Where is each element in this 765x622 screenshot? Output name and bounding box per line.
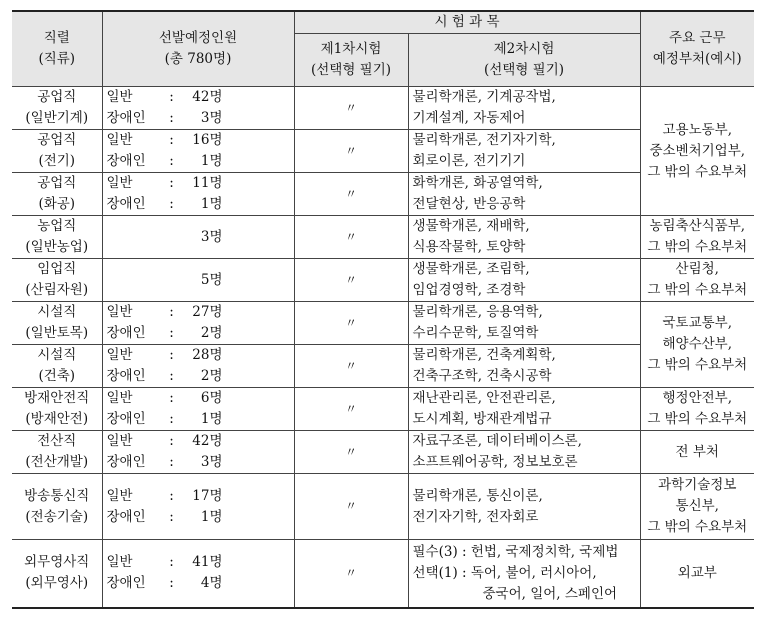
ditto-mark: 〃: [294, 216, 408, 259]
ditto-mark: 〃: [294, 431, 408, 474]
second-exam-subjects: 물리학개론, 응용역학, 수리수문학, 토질역학: [408, 302, 640, 345]
selection-cell: 3명: [102, 216, 294, 259]
selection-cell: 일반 : 28명 장애인 : 2명: [102, 345, 294, 388]
department-cell: 행정안전부, 그 밖의 수요부처: [640, 388, 754, 431]
selection-cell: 일반 : 27명 장애인 : 2명: [102, 302, 294, 345]
selection-cell: 일반 : 42명 장애인 : 3명: [102, 431, 294, 474]
header-job-series: 직렬 (직류): [12, 11, 102, 87]
selection-cell: 일반 : 6명 장애인 : 1명: [102, 388, 294, 431]
second-exam-subjects: 물리학개론, 통신이론, 전기자기학, 전자회로: [408, 474, 640, 540]
table-row: [12, 474, 754, 540]
second-exam-subjects: 물리학개론, 건축계획학, 건축구조학, 건축시공학: [408, 345, 640, 388]
second-exam-subjects: 자료구조론, 데이터베이스론, 소프트웨어공학, 정보보호론: [408, 431, 640, 474]
selection-cell: 일반 : 17명 장애인 : 1명: [102, 474, 294, 540]
ditto-mark: 〃: [294, 302, 408, 345]
ditto-mark: 〃: [294, 388, 408, 431]
department-cell: 농림축산식품부, 그 밖의 수요부처: [640, 216, 754, 259]
job-series-cell: 농업직 (일반농업): [12, 216, 102, 259]
ditto-mark: 〃: [294, 540, 408, 608]
table-row: [12, 216, 754, 259]
job-series-cell: 임업직 (산림자원): [12, 259, 102, 302]
header-second-exam: 제2차시험 (선택형 필기): [408, 34, 640, 87]
second-exam-subjects: 생물학개론, 조림학, 임업경영학, 조경학: [408, 259, 640, 302]
job-series-cell: 공업직 (화공): [12, 173, 102, 216]
header-exam-subjects: 시 험 과 목: [294, 11, 640, 34]
job-series-cell: 공업직 (전기): [12, 130, 102, 173]
department-cell: 외교부: [640, 540, 754, 608]
job-series-cell: 시설직 (일반토목): [12, 302, 102, 345]
ditto-mark: 〃: [294, 259, 408, 302]
selection-cell: 일반 : 11명 장애인 : 1명: [102, 173, 294, 216]
second-exam-subjects: 화학개론, 화공열역학, 전달현상, 반응공학: [408, 173, 640, 216]
table-row: [12, 388, 754, 431]
department-cell: 국토교통부, 해양수산부, 그 밖의 수요부처: [640, 302, 754, 388]
recruitment-table: [12, 10, 754, 609]
job-series-cell: 시설직 (건축): [12, 345, 102, 388]
department-cell: 산림청, 그 밖의 수요부처: [640, 259, 754, 302]
ditto-mark: 〃: [294, 130, 408, 173]
job-series-cell: 방재안전직 (방재안전): [12, 388, 102, 431]
header-planned-selection: 선발예정인원 (총 780명): [102, 11, 294, 87]
job-series-cell: 공업직 (일반기계): [12, 87, 102, 130]
header-first-exam: 제1차시험 (선택형 필기): [294, 34, 408, 87]
table-row: [12, 87, 754, 130]
job-series-cell: 외무영사직 (외무영사): [12, 540, 102, 608]
table-row: [12, 302, 754, 345]
selection-cell: 5명: [102, 259, 294, 302]
selection-cell: 일반 : 41명 장애인 : 4명: [102, 540, 294, 608]
department-cell: 고용노동부, 중소벤처기업부, 그 밖의 수요부처: [640, 87, 754, 216]
job-series-cell: 전산직 (전산개발): [12, 431, 102, 474]
header-main-departments: 주요 근무 예정부처(예시): [640, 11, 754, 87]
second-exam-subjects: 물리학개론, 기계공작법, 기계설계, 자동제어: [408, 87, 640, 130]
ditto-mark: 〃: [294, 87, 408, 130]
selection-cell: 일반 : 16명 장애인 : 1명: [102, 130, 294, 173]
ditto-mark: 〃: [294, 345, 408, 388]
second-exam-subjects: 물리학개론, 전기자기학, 회로이론, 전기기기: [408, 130, 640, 173]
selection-cell: 일반 : 42명 장애인 : 3명: [102, 87, 294, 130]
department-cell: 과학기술정보 통신부, 그 밖의 수요부처: [640, 474, 754, 540]
table-row: [12, 431, 754, 474]
recruitment-table-container: [12, 10, 754, 609]
ditto-mark: 〃: [294, 173, 408, 216]
second-exam-subjects: 재난관리론, 안전관리론, 도시계획, 방재관계법규: [408, 388, 640, 431]
department-cell: 전 부처: [640, 431, 754, 474]
table-row: [12, 259, 754, 302]
second-exam-subjects: 생물학개론, 재배학, 식용작물학, 토양학: [408, 216, 640, 259]
job-series-cell: 방송통신직 (전송기술): [12, 474, 102, 540]
second-exam-subjects: 필수(3) : 헌법, 국제정치학, 국제법 선택(1) : 독어, 불어, 러시아어, 중국어, 일어, 스페인어: [408, 540, 640, 608]
table-row: [12, 540, 754, 608]
ditto-mark: 〃: [294, 474, 408, 540]
